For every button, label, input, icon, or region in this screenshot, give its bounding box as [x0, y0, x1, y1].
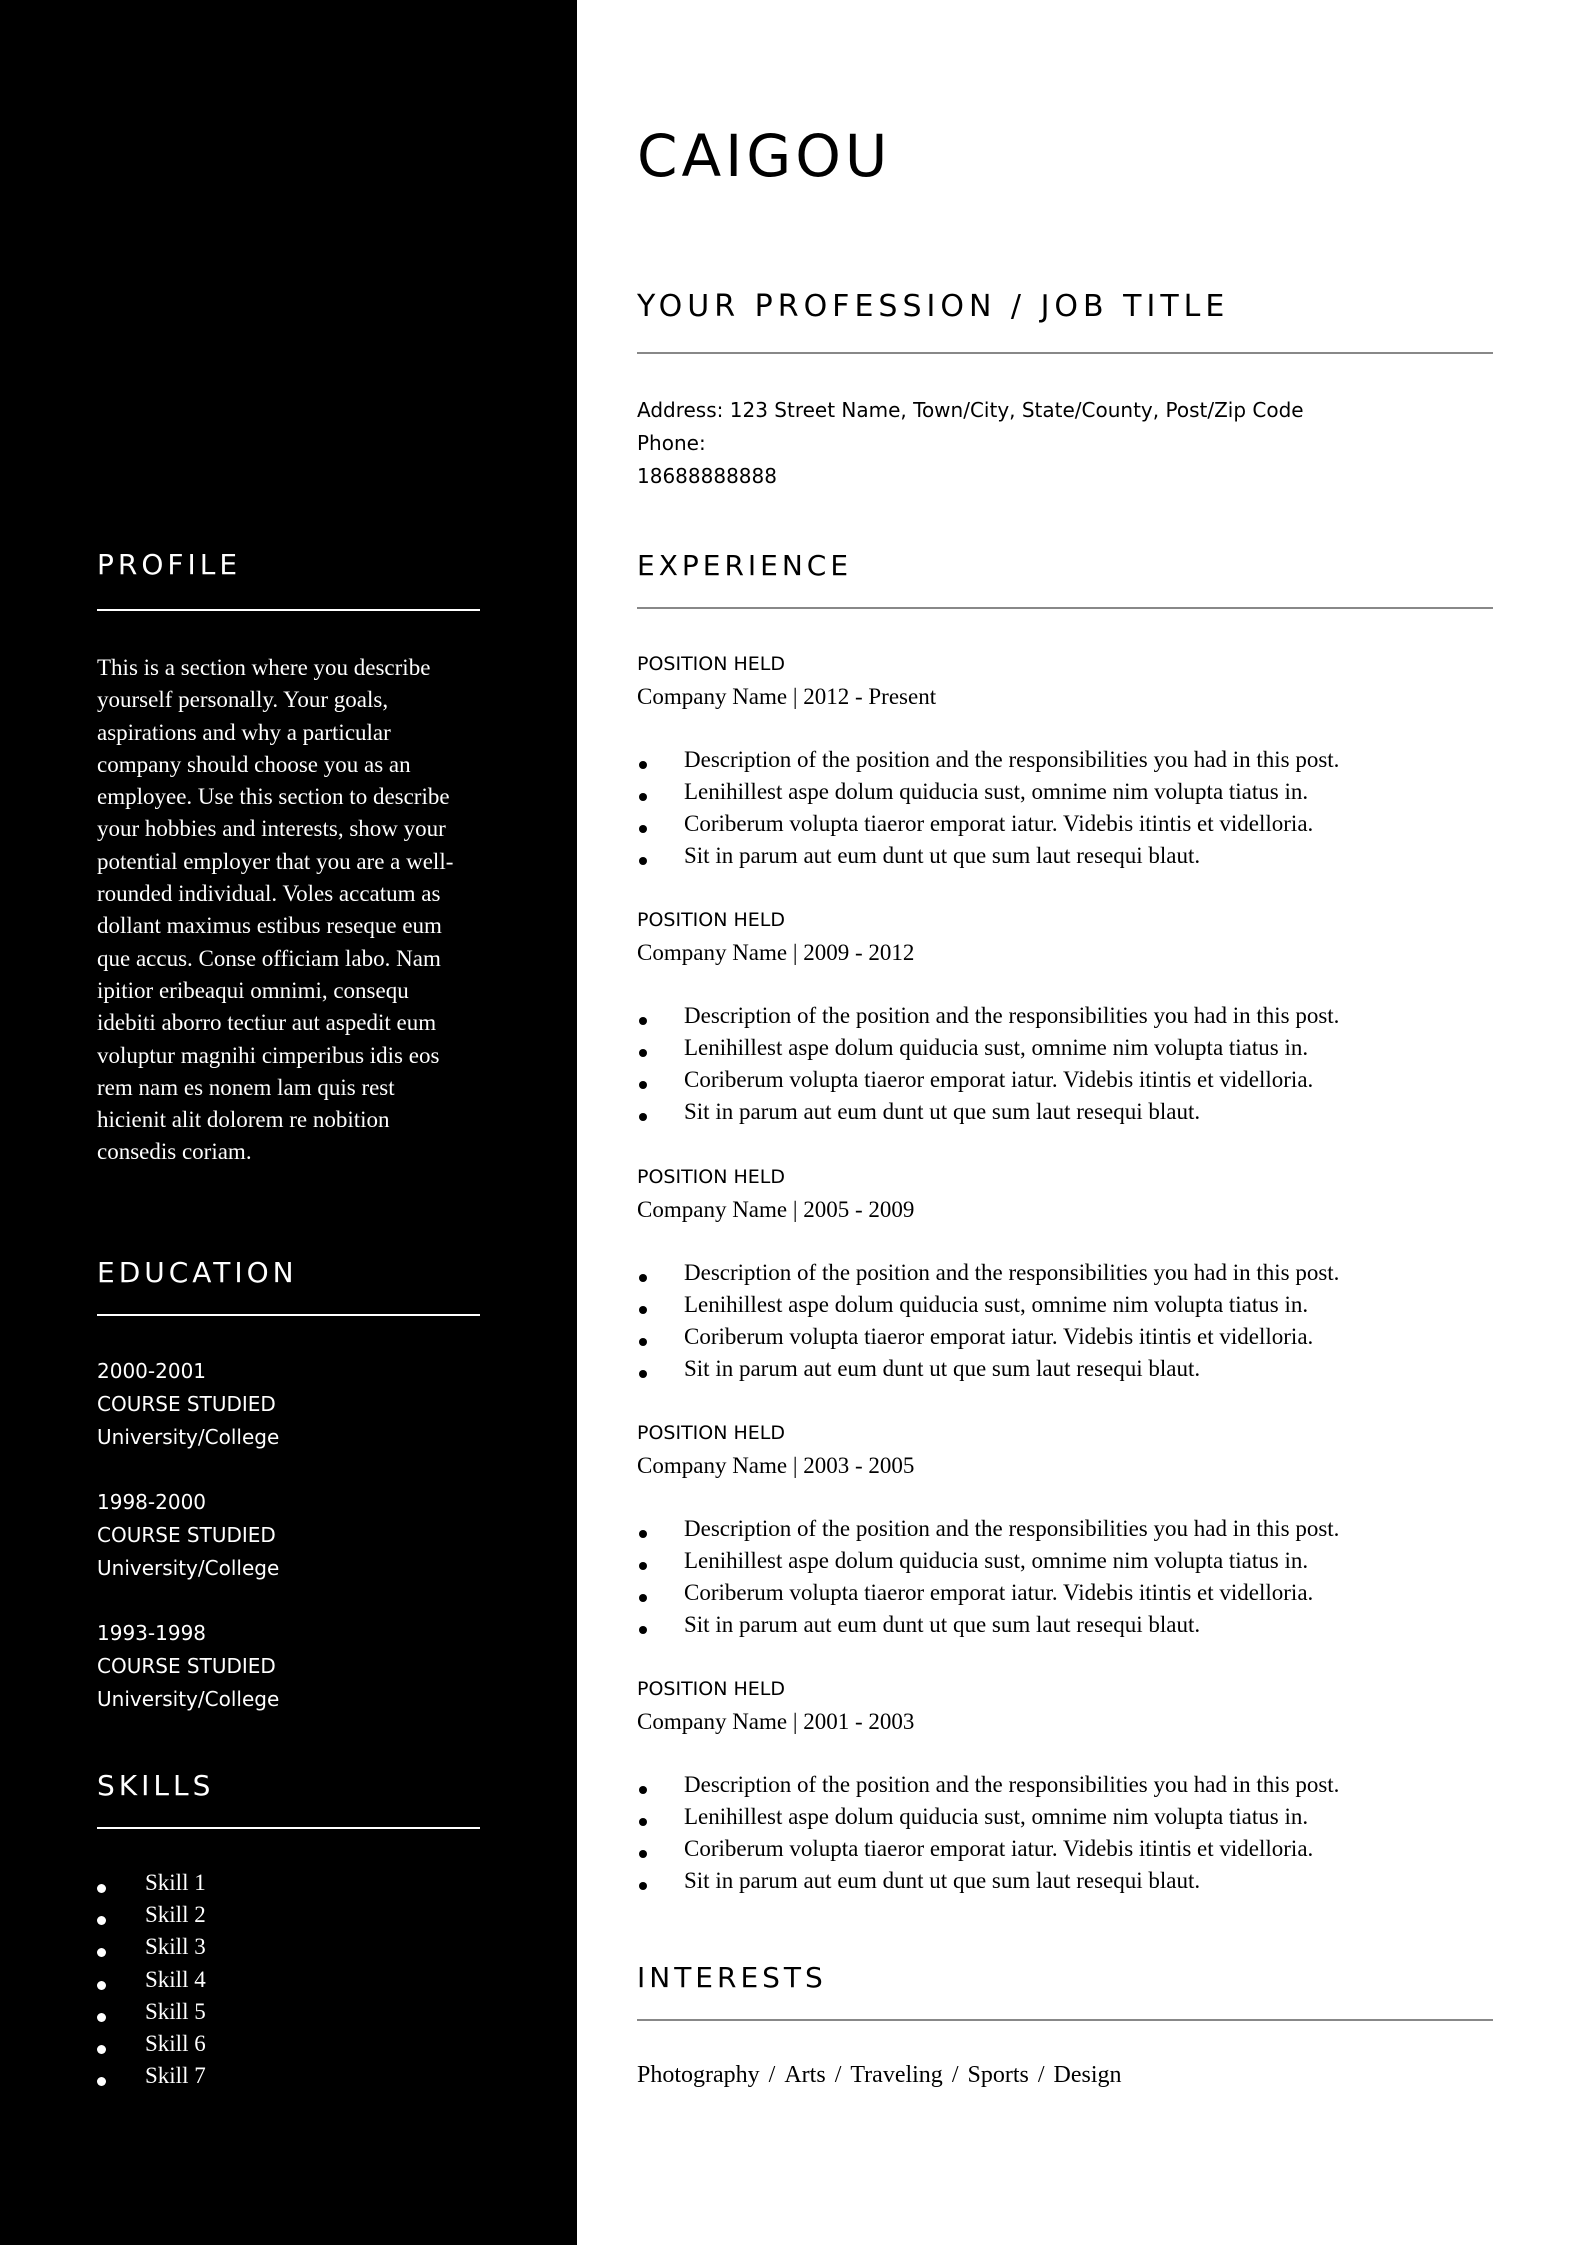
list-item	[637, 1801, 1493, 1833]
position-title: POSITION HELD	[637, 653, 786, 675]
bullet-icon	[639, 1626, 647, 1634]
interest-separator: /	[1037, 2062, 1045, 2088]
list-item	[637, 1321, 1493, 1353]
bullet-text: Description of the position and the responsibilities you had in this post.	[684, 1516, 1340, 1541]
company-dates: Company Name | 2009 - 2012	[637, 940, 915, 965]
position-title: POSITION HELD	[637, 909, 786, 931]
bullet-icon	[639, 825, 647, 833]
bullet-text: Sit in parum aut eum dunt ut que sum laut resequi blaut.	[684, 1868, 1201, 1893]
interest-separator: /	[951, 2062, 959, 2088]
experience-entry	[637, 1673, 1493, 1897]
bullet-icon	[639, 1562, 647, 1570]
skill-label: Skill 7	[145, 2063, 206, 2089]
profile-line: dollant maximus estibus reseque eum	[97, 913, 442, 939]
interest-item: Design	[1053, 2062, 1122, 2088]
responsibility-list	[637, 1769, 1493, 1897]
list-item	[637, 1609, 1493, 1641]
bullet-icon	[97, 1948, 106, 1957]
bullet-text: Coriberum volupta tiaeror emporat iatur. Videbis itintis et videlloria.	[684, 1580, 1314, 1605]
profile-text	[97, 652, 482, 1169]
experience-entry	[637, 1417, 1493, 1641]
bullet-text: Coriberum volupta tiaeror emporat iatur. Videbis itintis et videlloria.	[684, 1067, 1314, 1092]
education-years: 2000-2001	[97, 1359, 207, 1383]
experience-entry	[637, 648, 1493, 872]
profile-line: potential employer that you are a well-	[97, 848, 454, 874]
bullet-icon	[639, 1850, 647, 1858]
education-entry	[97, 1486, 480, 1585]
bullet-icon	[97, 1884, 106, 1893]
bullet-icon	[97, 2045, 106, 2054]
list-item	[637, 1513, 1493, 1545]
responsibility-list	[637, 744, 1493, 872]
sidebar	[0, 0, 577, 2245]
list-item	[97, 1867, 206, 1899]
company-dates: Company Name | 2003 - 2005	[637, 1453, 915, 1478]
bullet-text: Description of the position and the responsibilities you had in this post.	[684, 1003, 1340, 1028]
profile-heading: PROFILE	[97, 548, 242, 581]
bullet-icon	[639, 1338, 647, 1346]
list-item	[637, 1064, 1493, 1096]
contact-info	[637, 394, 1304, 493]
bullet-icon	[639, 1017, 647, 1025]
education-entry	[97, 1617, 480, 1716]
list-item	[97, 1899, 206, 1931]
bullet-icon	[639, 1786, 647, 1794]
list-item	[637, 1257, 1493, 1289]
bullet-text: Description of the position and the responsibilities you had in this post.	[684, 1772, 1340, 1797]
experience-divider	[637, 607, 1493, 609]
company-dates: Company Name | 2005 - 2009	[637, 1197, 915, 1222]
list-item	[637, 744, 1493, 776]
bullet-icon	[639, 1081, 647, 1089]
bullet-icon	[639, 761, 647, 769]
profile-line: consedis coriam.	[97, 1139, 252, 1165]
title-divider	[637, 352, 1493, 354]
list-item	[637, 1545, 1493, 1577]
list-item	[637, 1032, 1493, 1064]
bullet-icon	[639, 793, 647, 801]
list-item	[97, 1996, 206, 2028]
skills-heading: SKILLS	[97, 1769, 215, 1802]
phone-label: Phone:	[637, 431, 706, 455]
bullet-icon	[639, 857, 647, 865]
list-item	[97, 1931, 206, 1963]
bullet-icon	[639, 1530, 647, 1538]
position-title: POSITION HELD	[637, 1678, 786, 1700]
skills-divider	[97, 1827, 480, 1829]
responsibility-list	[637, 1000, 1493, 1128]
bullet-icon	[639, 1113, 647, 1121]
skill-label: Skill 2	[145, 1902, 206, 1928]
profile-line: employee. Use this section to describe	[97, 784, 450, 810]
interest-item: Arts	[784, 2062, 826, 2088]
education-years: 1998-2000	[97, 1490, 207, 1514]
bullet-text: Coriberum volupta tiaeror emporat iatur. Videbis itintis et videlloria.	[684, 1324, 1314, 1349]
list-item	[637, 1096, 1493, 1128]
list-item	[97, 2060, 206, 2092]
experience-entry	[637, 1161, 1493, 1385]
education-years: 1993-1998	[97, 1621, 207, 1645]
bullet-text: Sit in parum aut eum dunt ut que sum laut resequi blaut.	[684, 1356, 1201, 1381]
responsibility-list	[637, 1257, 1493, 1385]
education-school: University/College	[97, 1556, 280, 1580]
experience-heading: EXPERIENCE	[637, 549, 853, 582]
profile-line: yourself personally. Your goals,	[97, 687, 389, 713]
skill-label: Skill 5	[145, 1998, 206, 2024]
phone-number: 18688888888	[637, 464, 777, 488]
profile-line: rounded individual. Voles accatum as	[97, 881, 441, 907]
list-item	[637, 1353, 1493, 1385]
profile-divider	[97, 609, 480, 611]
address-text: Address: 123 Street Name, Town/City, State/County, Post/Zip Code	[637, 398, 1304, 422]
bullet-icon	[639, 1306, 647, 1314]
bullet-icon	[639, 1882, 647, 1890]
profile-line: This is a section where you describe	[97, 655, 431, 680]
candidate-name: CAIGOU	[637, 122, 892, 190]
education-divider	[97, 1314, 480, 1316]
responsibility-list	[637, 1513, 1493, 1641]
bullet-icon	[639, 1594, 647, 1602]
list-item	[637, 1833, 1493, 1865]
list-item	[637, 1000, 1493, 1032]
interest-item: Photography	[637, 2062, 760, 2088]
bullet-icon	[97, 1981, 106, 1990]
interest-separator: /	[834, 2062, 842, 2088]
skill-label: Skill 4	[145, 1966, 206, 1992]
position-title: POSITION HELD	[637, 1166, 786, 1188]
bullet-icon	[97, 2077, 106, 2086]
profile-line: aspirations and why a particular	[97, 719, 391, 745]
profile-line: rem nam es nonem lam quis rest	[97, 1074, 395, 1100]
company-dates: Company Name | 2012 - Present	[637, 684, 937, 709]
education-school: University/College	[97, 1687, 280, 1711]
interests-heading: INTERESTS	[637, 1961, 827, 1994]
job-title: YOUR PROFESSION / JOB TITLE	[637, 289, 1230, 324]
education-entry	[97, 1355, 480, 1454]
education-heading: EDUCATION	[97, 1256, 298, 1289]
bullet-icon	[639, 1370, 647, 1378]
list-item	[637, 1865, 1493, 1897]
skill-label: Skill 3	[145, 1934, 206, 1960]
profile-line: voluptur magnihi cimperibus idis eos	[97, 1042, 440, 1068]
bullet-text: Lenihillest aspe dolum quiducia sust, omnime nim volupta tiatus in.	[684, 779, 1309, 804]
skill-label: Skill 1	[145, 1870, 206, 1895]
bullet-text: Lenihillest aspe dolum quiducia sust, omnime nim volupta tiatus in.	[684, 1548, 1309, 1573]
interests-divider	[637, 2019, 1493, 2021]
bullet-text: Lenihillest aspe dolum quiducia sust, omnime nim volupta tiatus in.	[684, 1292, 1309, 1317]
experience-entry	[637, 904, 1493, 1128]
interest-item: Sports	[967, 2062, 1029, 2088]
profile-line: idebiti aborro tectiur aut aspedit eum	[97, 1010, 437, 1036]
interest-separator: /	[768, 2062, 776, 2088]
bullet-icon	[97, 1916, 106, 1925]
bullet-text: Lenihillest aspe dolum quiducia sust, omnime nim volupta tiatus in.	[684, 1035, 1309, 1060]
education-course: COURSE STUDIED	[97, 1523, 276, 1547]
bullet-icon	[639, 1274, 647, 1282]
profile-line: que accus. Conse officiam labo. Nam	[97, 945, 441, 971]
profile-line: ipitior eribeaqui omnimi, consequ	[97, 977, 409, 1003]
bullet-icon	[639, 1049, 647, 1057]
profile-line: hicienit alit dolorem re nobition	[97, 1107, 390, 1133]
education-course: COURSE STUDIED	[97, 1654, 276, 1678]
list-item	[637, 776, 1493, 808]
list-item	[637, 840, 1493, 872]
list-item	[97, 1964, 206, 1996]
bullet-text: Description of the position and the responsibilities you had in this post.	[684, 1260, 1340, 1285]
profile-line: company should choose you as an	[97, 751, 411, 777]
bullet-text: Coriberum volupta tiaeror emporat iatur. Videbis itintis et videlloria.	[684, 811, 1314, 836]
bullet-text: Sit in parum aut eum dunt ut que sum laut resequi blaut.	[684, 1099, 1201, 1124]
skills-list	[97, 1867, 206, 2092]
company-dates: Company Name | 2001 - 2003	[637, 1709, 915, 1734]
bullet-text: Lenihillest aspe dolum quiducia sust, omnime nim volupta tiatus in.	[684, 1804, 1309, 1829]
position-title: POSITION HELD	[637, 1422, 786, 1444]
bullet-text: Sit in parum aut eum dunt ut que sum laut resequi blaut.	[684, 843, 1201, 868]
bullet-text: Description of the position and the responsibilities you had in this post.	[684, 747, 1340, 772]
skill-label: Skill 6	[145, 2030, 206, 2056]
list-item	[637, 1577, 1493, 1609]
list-item	[637, 1289, 1493, 1321]
bullet-text: Coriberum volupta tiaeror emporat iatur. Videbis itintis et videlloria.	[684, 1836, 1314, 1861]
education-course: COURSE STUDIED	[97, 1392, 276, 1416]
list-item	[97, 2028, 206, 2060]
list-item	[637, 1769, 1493, 1801]
bullet-icon	[639, 1818, 647, 1826]
list-item	[637, 808, 1493, 840]
interest-item: Traveling	[850, 2062, 943, 2088]
education-school: University/College	[97, 1425, 280, 1449]
interests-list	[637, 2062, 1122, 2089]
bullet-text: Sit in parum aut eum dunt ut que sum laut resequi blaut.	[684, 1612, 1201, 1637]
profile-line: your hobbies and interests, show your	[97, 816, 446, 842]
bullet-icon	[97, 2013, 106, 2022]
